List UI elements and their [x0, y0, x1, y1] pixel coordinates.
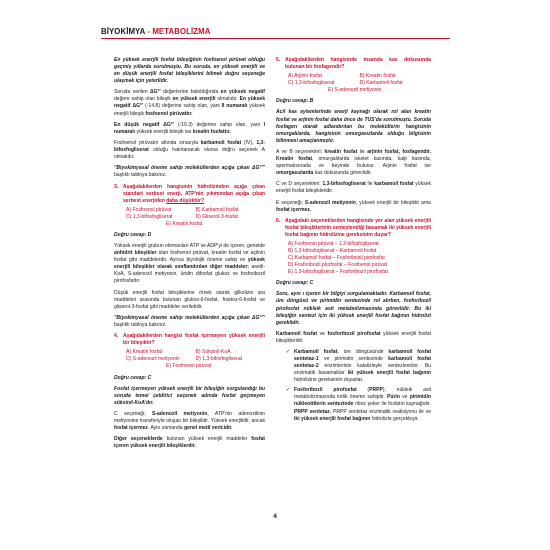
- header-separator: -: [145, 27, 153, 36]
- text-run: fosfat içermez.: [276, 206, 312, 213]
- text-run: fosfat içeren yüksek enerjili bileşiklerdir.: [114, 436, 265, 450]
- explanation-paragraph: [276, 200, 431, 214]
- text-run: En yüksek negatif ΔG°': [114, 96, 266, 110]
- text-run: hidrolizle gerçekleşir.: [371, 415, 419, 422]
- text-run: iki yüksek enerjili fosfat bağının: [347, 370, 431, 377]
- text-run: yüksek enerjili bileşik: [114, 103, 265, 117]
- text-run: kreatin fosfattır.: [192, 128, 231, 135]
- explanation-paragraph: Acil kas eylemlerinde enerji kaynağı olarak rol alan kreatin fosfat ve arjinin fosfat daha önce de TUS'da sorulmuştu. Soruda fosfagen olarak adlandırılan bu moleküllerin hangisinin omurgalılarda, hangisinin omurgasızlarda olduğu bilgisinin bilinmesi amaçlanmıştır.: [276, 109, 431, 144]
- text-run: , omurgalılarda iskelet kasında, kalp kasında, spermatozoada ve beyinde bulunur. Arjinin fosfat ise: [276, 155, 431, 169]
- text-run: C ve D seçenekleri;: [276, 181, 323, 188]
- text-run: Fosforibozil pirofosfat: [294, 387, 368, 394]
- text-run: başlıklı tabloya bakınız.: [114, 172, 167, 179]
- check-icon: ✓: [285, 387, 291, 394]
- question-4: [114, 333, 265, 347]
- bullet-item: [276, 349, 431, 384]
- text-run: pirimidin nükleotitlerin sentezinde: [294, 394, 431, 408]
- text-run: En düşük negatif ΔG°': [114, 121, 178, 128]
- text-run: A ve B seçenekleri;: [276, 148, 325, 155]
- text-run: arjinin fosfat, fosfagendir. Kreatin fosfat: [276, 148, 431, 162]
- check-icon: ✓: [285, 349, 291, 356]
- answer-label: Doğru cevap: B: [276, 98, 314, 105]
- question-number: 6.: [276, 217, 281, 224]
- text-run: en yüksek enerjili: [172, 96, 218, 103]
- text-run: I numaralı: [114, 121, 265, 135]
- text-run: yüksek enerjili bileşik ise: [136, 128, 193, 135]
- question-5-options: [288, 73, 431, 94]
- left-column: [114, 57, 265, 455]
- answer-label: Doğru cevap: D: [114, 232, 152, 239]
- explanation-paragraph: [276, 149, 431, 177]
- text-run: olmalıdır.: [217, 96, 240, 103]
- text-run: ve: [402, 394, 410, 401]
- text-run: PRPP: [369, 387, 383, 394]
- text-run: riboz şeker ile fosfatın kaynağıdır.: [354, 401, 431, 408]
- option-d: D) Fosforibozil pirofosfat – Fosfoenol pirüvat: [288, 262, 388, 269]
- text-run: Diğer seçeneklerde: [114, 436, 167, 443]
- option-c: C) 1,3-bifosfogliserat: [288, 80, 335, 87]
- bullet-text: [294, 387, 431, 422]
- question-5: [276, 57, 431, 71]
- page-number: 4: [273, 513, 277, 520]
- text-run: , PRPP sentetaz enzimatik reaksiyonu ile ve: [329, 408, 432, 415]
- text-run: fosforibozil pirofosfat: [327, 330, 384, 337]
- option-d: D) Karbamoil fosfat: [359, 80, 403, 87]
- header-topic: METABOLİZMA: [152, 27, 211, 36]
- text-run: Fosfoenol pirüvatın altında sırasıyla: [114, 140, 201, 147]
- question-6-options: [288, 241, 431, 276]
- text-run: yüksek enerjili fosfat bileşikleridir.: [276, 181, 431, 195]
- text-run: 1,3-bifosfogliserat: [322, 181, 368, 188]
- text-run: S-adenozil metiyonin: [304, 199, 356, 206]
- text-run: PRPP sentetaz: [294, 408, 330, 415]
- explanation-paragraph: [114, 436, 265, 450]
- text-run: (: [367, 387, 370, 394]
- option-a: A) Kreatin fosfat: [126, 349, 163, 356]
- explanation-paragraph: [114, 140, 265, 161]
- option-d: D) 1,3-bifosfogliserat: [195, 356, 243, 363]
- text-run: fosfoenol pirüvattır.: [145, 110, 193, 117]
- text-run: iki yüksek enerjili fosfat bağının: [294, 415, 372, 422]
- text-run: "Biyokimyasal öneme sahip moleküllerden açığa çıkan ΔG°'": [114, 314, 265, 321]
- bullet-item: [276, 387, 431, 422]
- explanation-paragraph: [114, 89, 265, 117]
- text-run: (IV),: [243, 140, 257, 147]
- text-run: en yüksek negatif: [220, 89, 265, 96]
- explanation-paragraph: [276, 181, 431, 195]
- option-d: D) Gliserol-3-fosfat: [195, 213, 238, 220]
- question-3-options: [126, 207, 265, 228]
- text-run: , üre döngüsünde: [337, 349, 389, 356]
- text-run: Karbamoil fosfat: [294, 349, 338, 356]
- answer-label: Doğru cevap: C: [114, 374, 152, 381]
- option-e: E) Kreatin fosfat: [166, 220, 203, 227]
- text-run: daha düşüktür?: [166, 197, 205, 204]
- explanation-paragraph: [114, 243, 265, 285]
- option-e: E) S-adenozil metiyonin: [328, 87, 382, 94]
- question-number: 3.: [114, 183, 119, 190]
- text-run: II numaralı: [221, 103, 250, 110]
- option-a: A) Fosfoenol pirüvat: [126, 206, 172, 213]
- text-run: genel metil vericidir.: [184, 425, 233, 432]
- option-a: A) Arjinin fosfat: [288, 73, 322, 80]
- text-run: ΔG°': [149, 89, 164, 96]
- bullet-text: [294, 349, 431, 384]
- explanation-paragraph: Düşük enerjili fosfat bileşiklerine örnek olarak glikolizin ara maddeleri arasında bulunan glukoz-6-fosfat, fruktoz-6-fosfat ve gliserol-3-fosfat gibi maddeler verilebilir.: [114, 289, 265, 310]
- text-run: karbamoil fosfat sentetaz-2: [294, 356, 431, 370]
- text-run: karbamoil fosfat sentetaz-1: [294, 349, 431, 363]
- text-run: . Aynı zamanda: [147, 425, 185, 432]
- text-run: omurgasızlarda: [276, 170, 315, 177]
- option-b: B) Kreatin fosfat: [359, 73, 396, 80]
- question-stem: Aşağıdakilerden hangisinde insanda kas dokusunda bulunan bir fosfagendir?: [285, 57, 431, 71]
- text-run: karbamoil fosfat: [200, 140, 244, 147]
- option-a: A) Fosfoenol pirüvat – 1,3-bifosfogliserat: [288, 240, 379, 247]
- text-run: başlıklı tabloya bakınız.: [114, 322, 167, 328]
- text-run: Yüksek enerjili grubun elemanları ATP ve ADP'yi de içeren, genelde: [114, 243, 265, 250]
- text-run: Soruda verilen: [114, 89, 150, 96]
- explanation-paragraph: [276, 331, 431, 345]
- text-run: , yüksek enerjili bir bileşiktir ama: [355, 199, 431, 206]
- explanation-paragraph: Soru, aynı ı içeren bir bilgiyi sorgulamaktadır. Karbamoil fosfat, üre döngüsü ve pirimidin sentezinde rol alırken, fosforibozil pirofosfat nükleik asit metabolizmasında görevlidir. Bu iki bileşiğin sentezi için iki yüksek enerjili fosfat bağının hidrolizi gereklidir.: [276, 291, 431, 326]
- explanation-paragraph: [114, 411, 265, 432]
- text-run: 1,3-bifosfogliserat: [114, 140, 266, 154]
- option-b: B) 1,3-bifosfogliserat – Karbamoil fosfat: [288, 248, 377, 255]
- option-b: B) Karbamoil fosfat: [195, 206, 239, 213]
- text-run: S-adenozil metiyonin: [151, 411, 208, 418]
- text-run: değerlerine bakıldığında: [163, 89, 221, 96]
- text-run: ), nükleik asit metabolizmasında kritik öneme sahiptir.: [294, 387, 431, 401]
- text-run: ve pirimidin sentezinde: [323, 356, 389, 363]
- option-c: C) S-adenozil metiyonin: [126, 356, 180, 363]
- text-run: Pürin: [387, 394, 403, 401]
- option-c: C) 1,3-bifosfogliserat: [126, 213, 173, 220]
- header-rule: [101, 38, 450, 39]
- text-run: hidrolizine gereksinim duyarlar.: [294, 377, 364, 384]
- text-run: olan fosfoenol pirüvat, kreatin fosfat ve açilnin fosfat gibi maddelerdir. Ayrıca biyolojik öneme sahip ve: [114, 250, 265, 264]
- text-run: E seçeneği;: [276, 199, 305, 206]
- page-header-title: [101, 27, 210, 36]
- option-e: E) 1,3-bifosfogliserat – Fosforibozil pirofosfat: [288, 269, 388, 276]
- text-run: değere sahip olan bileşik: [114, 96, 173, 103]
- question-6: [276, 218, 431, 239]
- text-run: kreatin fosfat: [324, 148, 360, 155]
- text-run: anhidrit bileşikler: [114, 250, 159, 257]
- text-run: , ATP'nin adenozilinin metiyonine transferiyle oluşan bir bileşiktir. Yüksek enerjilidir, ancak: [114, 411, 265, 425]
- question-3: [114, 184, 265, 205]
- text-run: ve: [319, 330, 328, 337]
- text-run: bulunan yüksek enerjili maddeler: [166, 436, 252, 443]
- text-run: yüksek enerjili bileşikler olarak sınıflandırılan diğer maddeler;: [114, 257, 265, 271]
- option-e: E) Fosfoenol pirüvat: [166, 363, 212, 370]
- answer-label: Doğru cevap: C: [276, 280, 314, 287]
- explanation-paragraph: Fosfat içermeyen yüksek enerjili bir bileşiğin sorgulandığı bu soruda temel çeldirici seçenek adında fosfat geçmeyen süksinil-KoA'dır.: [114, 385, 265, 406]
- question-number: 4.: [114, 333, 119, 340]
- text-run: Karbamoil fosfat: [276, 330, 320, 337]
- question-4-options: [126, 349, 265, 370]
- explanation-paragraph: [114, 122, 265, 136]
- text-run: fosfat içermez: [114, 425, 148, 432]
- text-run: kas dokusunda görevlidir.: [314, 170, 372, 177]
- option-b: B) Süksinil-KoA: [195, 349, 231, 356]
- option-c: C) Karbamoil fosfat – Fosforibozil pirofosfat: [288, 255, 385, 262]
- question-stem: [123, 184, 265, 205]
- text-run: ile: [359, 148, 368, 155]
- question-stem: Aşağıdaki seçeneklerden hangisinde yer alan yüksek enerjili fosfat bileşiklerinin sentezlendiği basamak iki yüksek enerjili fosfat bağının hidrolizine gereksinim duyar?: [285, 217, 431, 238]
- text-run: C seçeneği;: [114, 411, 152, 418]
- right-column: [276, 57, 431, 426]
- text-run: Aşağıdakilerden hangisinin hidrolizinden açığa çıkan standart serbest enerji, ATP'nin yıkımından açığa çıkan serbest enerjiden: [123, 183, 265, 204]
- question-number: 5.: [276, 57, 281, 63]
- text-run: "Biyokimyasal öneme sahip moleküllerden açığa çıkan ΔG°'": [114, 165, 265, 172]
- text-run: enzimlerinin katalizleyle sentezlenirler. Bu enzimatik basamaklar: [294, 363, 431, 377]
- text-run: karbamoil fosfat: [374, 181, 416, 188]
- intro-paragraph: En yüksek enerjili fosfat bileşiğinin fosfoenol pirüvat olduğu geçmiş yıllarda sorulmuştu. Bu soruda, en yüksek enerjili ve en düşük enerjili fosfat bileşiklerini bilmek doğru seçeneğe ulaşmak için yeterlidir.: [114, 57, 265, 85]
- text-run: (-14.8) değerine sahip olan, yani: [145, 103, 222, 110]
- question-stem: Aşağıdakilerden hangisi fosfat içermeyen yüksek enerjili bir bileşiktir?: [123, 333, 265, 347]
- header-subject: BİYOKİMYA: [101, 27, 146, 36]
- text-run: olduğu hatırlanacak olursa doğru seçenek A olmalıdır.: [114, 147, 265, 161]
- text-run: asetil-KoA, S-adenozil metiyonin, üridin difosfat glukoz ve fosforibozil pirofosfattır.: [114, 264, 265, 285]
- table-reference: [114, 315, 265, 329]
- table-reference: [114, 165, 265, 179]
- text-run: yüksek enerjili fosfat bileşikleridir.: [276, 330, 431, 344]
- text-run: ile: [367, 181, 375, 188]
- text-run: (-10.3) değerine sahip olan, yani: [177, 121, 264, 128]
